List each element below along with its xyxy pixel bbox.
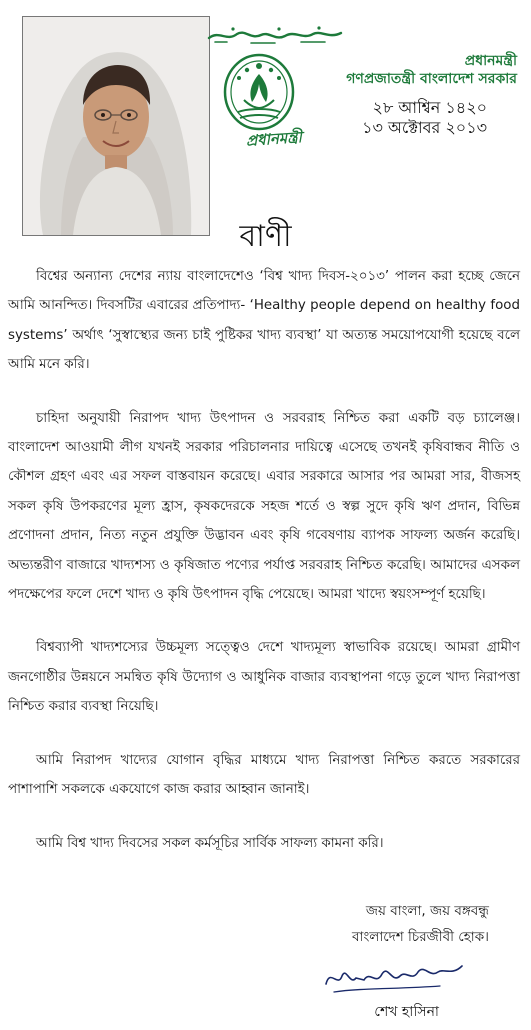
bismillah-calligraphy [205,26,345,46]
emblem-label: প্রধানমন্ত্রী [245,128,303,150]
message-body [8,262,520,858]
closing-line-2: বাংলাদেশ চিরজীবী হোক। [352,929,489,945]
handwritten-signature [320,958,470,998]
office-title [346,52,517,88]
portrait-photo [22,16,210,236]
office-title-line1: প্রধানমন্ত্রী [464,53,517,69]
closing-line-1: জয় বাংলা, জয় বঙ্গবন্ধু [365,903,489,919]
date-english: ১৩ অক্টোবর ২০১৩ [362,118,487,137]
paragraph-1: বিশ্বের অন্যান্য দেশের ন্যায় বাংলাদেশেও ‘বিশ্ব খাদ্য দিবস-২০১৩’ পালন করা হচ্ছে জেনে আমি আনন্দিত। দিবসটির এবারের প্রতিপাদ্য- ‘Healthy people depend on healthy food systems’ অর্থাৎ ‘সুস্বাস্থ্যের জন্য চাই পুষ্টিকর খাদ্য ব্যবস্থা’ যা অত্যন্ত সময়োপযোগী হয়েছে বলে আমি মনে করি। [8,269,520,373]
portrait-illustration [23,17,209,235]
signer-name: শেখ হাসিনা [374,1004,439,1020]
paragraph-4: আমি নিরাপদ খাদ্যের যোগান বৃদ্ধির মাধ্যমে খাদ্য নিরাপত্তা নিশ্চিত করতে সরকারের পাশাপাশি সকলকে একযোগে কাজ করার আহ্বান জানাই। [8,752,520,798]
date-bangla: ২৮ আশ্বিন ১৪২০ [372,98,487,117]
office-title-line2: গণপ্রজাতন্ত্রী বাংলাদেশ সরকার [346,71,517,87]
page-title: বাণী [239,219,292,254]
date-block [362,98,487,138]
paragraph-2: চাহিদা অনুযায়ী নিরাপদ খাদ্য উৎপাদন ও সরবরাহ নিশ্চিত করা একটি বড় চ্যালেঞ্জ। বাংলাদেশ আওয়ামী লীগ যখনই সরকার পরিচালনার দায়িত্বে এসেছে তখনই কৃষিবান্ধব নীতি ও কৌশল গ্রহণ এবং এর সফল বাস্তবায়ন করেছে। এবার সরকারে আসার পর আমরা সার, বীজসহ সকল কৃষি উপকরণের মূল্য হ্রাস, কৃষকদেরকে সহজ শর্তে ও স্বল্প সুদে কৃষি ঋণ প্রদান, বিভিন্ন প্রণোদনা প্রদান, নিত্য নতুন প্রযুক্তি উদ্ভাবন এবং কৃষি গবেষণায় ব্যাপক সাফল্য অর্জন করেছি। অভ্যন্তরীণ বাজারে খাদ্যশস্য ও কৃষিজাত পণ্যের পর্যাপ্ত সরবরাহ নিশ্চিত করেছি। আমাদের এসকল পদক্ষেপের ফলে দেশে খাদ্য ও কৃষি উৎপাদন বৃদ্ধি পেয়েছে। আমরা খাদ্যে স্বয়ংসম্পূর্ণ হয়েছি। [8,410,520,603]
closing-lines [352,898,489,950]
paragraph-5: আমি বিশ্ব খাদ্য দিবসের সকল কর্মসূচির সার্বিক সাফল্য কামনা করি। [36,835,384,851]
paragraph-3: বিশ্বব্যাপী খাদ্যশস্যের উচ্চমূল্য সত্ত্বেও দেশে খাদ্যমূল্য স্বাভাবিক রয়েছে। আমরা গ্রামীণ জনগোষ্ঠীর উন্নয়নে সমন্বিত কৃষি উদ্যোগ ও আধুনিক বাজার ব্যবস্থাপনা গড়ে তুলে খাদ্য নিরাপত্তা নিশ্চিত করার ব্যবস্থা নিয়েছি। [8,640,520,715]
